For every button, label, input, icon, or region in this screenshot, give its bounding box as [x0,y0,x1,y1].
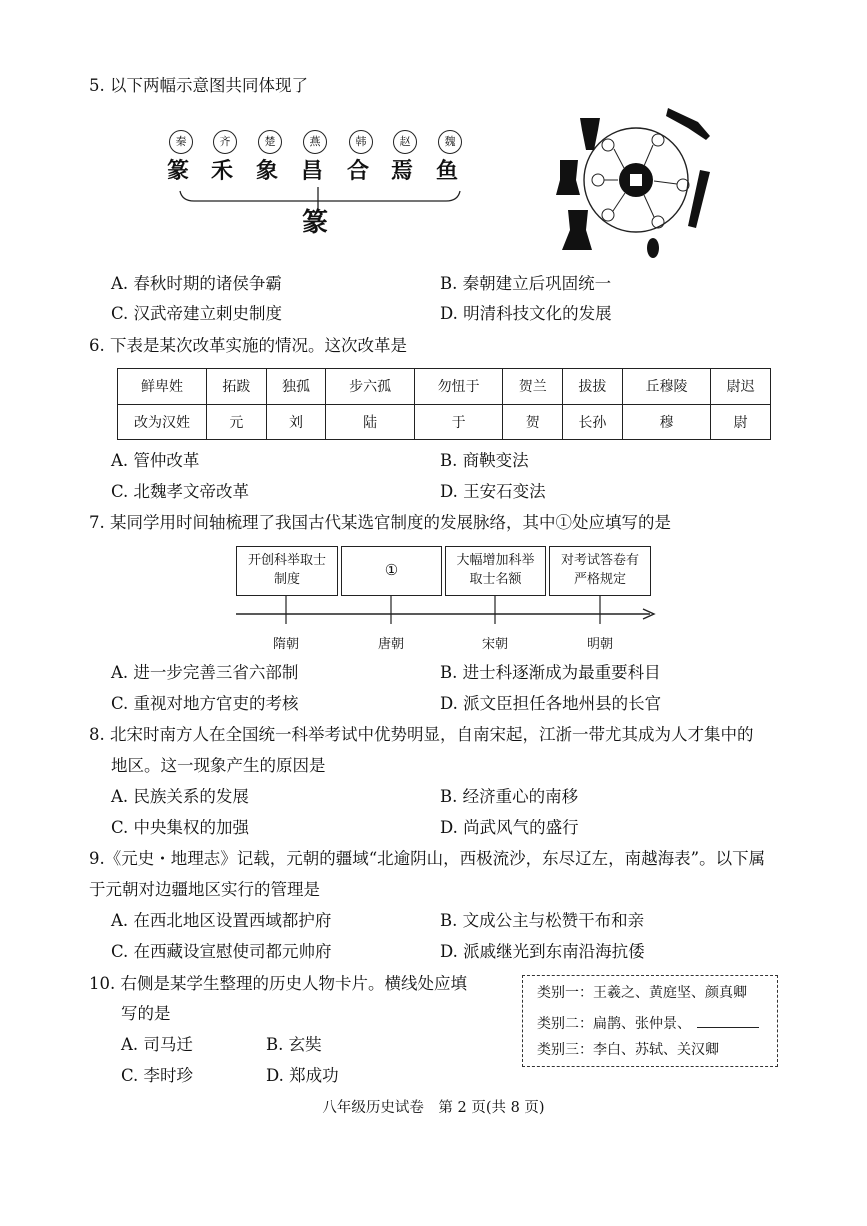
q7-stem: 7. 某同学用时间轴梳理了我国古代某选官制度的发展脉络，其中①处应填写的是 [89,513,671,532]
table-cell: 拓跋 [207,369,267,405]
table-header-cell: 鲜卑姓 [118,369,207,405]
q5-option-a[interactable]: A. 春秋时期的诸侯争霸 [111,274,282,293]
q9-option-d[interactable]: D. 派戚继光到东南沿海抗倭 [440,942,645,961]
table-cell: 贺兰 [503,369,563,405]
table-cell: 穆 [622,404,711,440]
script-glyph: 篆 [167,158,189,184]
script-glyph: 昌 [301,158,323,184]
state-seal-wei: 魏 [438,130,462,154]
table-cell: 丘穆陵 [622,369,711,405]
q10-option-d[interactable]: D. 郑成功 [266,1066,339,1085]
q9-stem-line1: 9.《元史・地理志》记载，元朝的疆域“北逾阴山，西极流沙，东尽辽左，南越海表”。以下属 [89,849,766,868]
q9-stem-line2: 于元朝对边疆地区实行的管理是 [89,880,320,899]
timeline-box-text: 开创科举取士制度 [247,553,326,587]
q6-option-b[interactable]: B. 商鞅变法 [440,451,529,470]
q5-option-c[interactable]: C. 汉武帝建立刺史制度 [111,304,283,323]
q7-option-c[interactable]: C. 重视对地方官吏的考核 [111,694,299,713]
timeline-box-ming [549,546,651,596]
unified-script-glyph: 篆 [302,208,328,238]
script-glyph: 象 [256,158,278,184]
q10-stem-line1: 10. 右侧是某学生整理的历史人物卡片。横线处应填 [89,974,467,993]
state-seal-zhao: 赵 [393,130,417,154]
q8-option-b[interactable]: B. 经济重心的南移 [440,787,579,806]
table-row [118,404,771,440]
page-footer: 八年级历史试卷 第 2 页(共 8 页) [322,1100,545,1116]
timeline-box-text: 大幅增加科举取士名额 [456,553,535,587]
q10-option-c[interactable]: C. 李时珍 [121,1066,194,1085]
state-seal-qi: 齐 [213,130,237,154]
script-glyph: 合 [347,158,369,184]
surname-reform-table [117,368,771,440]
table-cell: 长孙 [563,404,623,440]
q9-option-c[interactable]: C. 在西藏设宣慰使司都元帅府 [111,942,332,961]
q8-option-c[interactable]: C. 中央集权的加强 [111,818,250,837]
table-cell: 勿忸于 [414,369,503,405]
script-glyph: 鱼 [436,158,458,184]
historical-figure-card [522,975,778,1067]
q10-option-b[interactable]: B. 玄奘 [266,1035,322,1054]
timeline-box-text: ① [384,561,399,580]
timeline-axis [234,596,658,632]
table-cell: 拔拔 [563,369,623,405]
table-cell: 于 [414,404,503,440]
q5-option-d[interactable]: D. 明清科技文化的发展 [440,304,612,323]
q5-stem: 5. 以下两幅示意图共同体现了 [89,76,308,95]
card-row-1: 类别一：王羲之、黄庭坚、颜真卿 [537,985,747,1001]
card-row-2 [537,1015,759,1031]
state-seal-chu: 楚 [258,130,282,154]
table-cell: 尉迟 [711,369,771,405]
timeline-label-ming: 明朝 [586,637,613,652]
timeline-label-song: 宋朝 [481,637,508,652]
table-cell: 刘 [266,404,326,440]
currency-unification-diagram [548,100,718,265]
script-glyph: 禾 [211,158,233,184]
q6-option-c[interactable]: C. 北魏孝文帝改革 [111,482,250,501]
script-glyph: 焉 [391,158,413,184]
card-row-2-text: 类别二：扁鹊、张仲景、 [537,1016,691,1032]
q9-option-b[interactable]: B. 文成公主与松赞干布和亲 [440,911,645,930]
state-seal-yan: 燕 [303,130,327,154]
q8-stem-line1: 8. 北宋时南方人在全国统一科举考试中优势明显，自南宋起，江浙一带尤其成为人才集中的 [89,725,754,744]
table-cell: 步六孤 [326,369,415,405]
q8-option-a[interactable]: A. 民族关系的发展 [111,787,249,806]
q7-option-b[interactable]: B. 进士科逐渐成为最重要科目 [440,663,661,682]
table-cell: 陆 [326,404,415,440]
q8-option-d[interactable]: D. 尚武风气的盛行 [440,818,579,837]
timeline-label-sui: 隋朝 [272,637,299,652]
q7-option-d[interactable]: D. 派文臣担任各地州县的长官 [440,694,662,713]
q9-option-a[interactable]: A. 在西北地区设置西域都护府 [111,911,332,930]
state-seal-han: 韩 [349,130,373,154]
timeline-box-sui [236,546,338,596]
q8-stem-line2: 地区。这一现象产生的原因是 [111,756,326,775]
timeline-box-tang-blank [341,546,442,596]
timeline-box-song [445,546,546,596]
timeline-label-tang: 唐朝 [377,637,404,652]
q6-option-a[interactable]: A. 管仲改革 [111,451,200,470]
card-row-3: 类别三：李白、苏轼、关汉卿 [537,1042,719,1058]
q10-option-a[interactable]: A. 司马迁 [121,1035,193,1054]
table-cell: 元 [207,404,267,440]
table-row [118,369,771,405]
timeline-box-text: 对考试答卷有严格规定 [560,553,639,587]
q7-option-a[interactable]: A. 进一步完善三省六部制 [111,663,299,682]
table-cell: 尉 [711,404,771,440]
table-header-cell: 改为汉姓 [118,404,207,440]
table-cell: 独孤 [266,369,326,405]
q6-option-d[interactable]: D. 王安石变法 [440,482,546,501]
q10-stem-line2: 写的是 [121,1004,171,1023]
table-cell: 贺 [503,404,563,440]
answer-blank [697,1015,759,1028]
q5-option-b[interactable]: B. 秦朝建立后巩固统一 [440,274,612,293]
state-seal-qin: 秦 [169,130,193,154]
q6-stem: 6. 下表是某次改革实施的情况。这次改革是 [89,336,407,355]
